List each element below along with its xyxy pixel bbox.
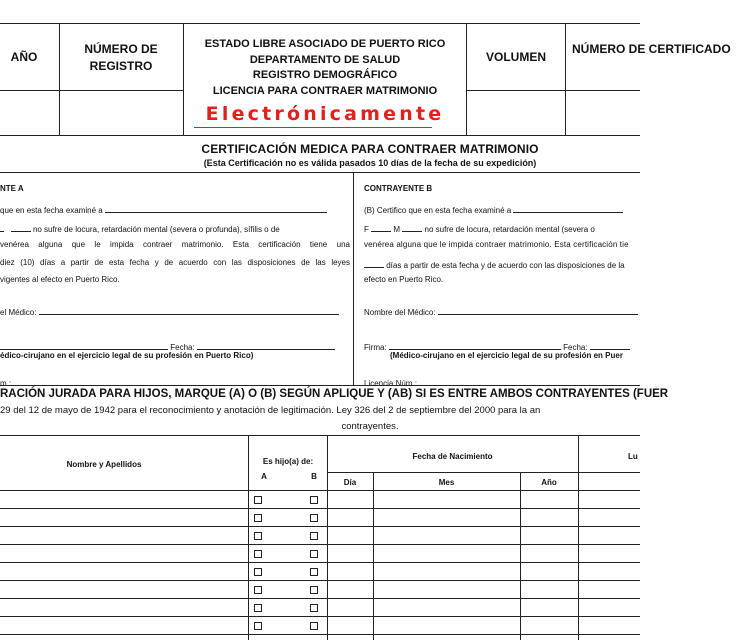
row-3-checkbox-a[interactable] <box>254 532 262 540</box>
m-field-b[interactable] <box>402 222 422 232</box>
table-col-divider-mes <box>520 472 521 640</box>
numero-certificado-text: NÚMERO DE CERTIFICADO <box>572 42 731 56</box>
cert-subtitle: (Esta Certificación no es válida pasados 10 días de la fecha de su expedición) <box>203 158 537 168</box>
table-header-bottom-border <box>0 490 640 491</box>
contrayente-b-medico <box>364 305 638 317</box>
col-header-b: B <box>311 472 317 481</box>
fecha-label-a: Fecha: <box>170 343 195 352</box>
dias-field-b[interactable] <box>364 258 384 268</box>
header-top-border <box>0 23 640 24</box>
contrayente-a-cirujano: édico-cirujano en el ejercicio legal de su profesión en Puerto Rico) <box>0 351 254 360</box>
cert-title-border <box>0 172 640 173</box>
col-header-lugar: Lu <box>628 452 638 461</box>
contrayente-b-line2 <box>364 222 595 234</box>
contrayente-a-line5: vigentes al efecto en Puerto Rico. <box>0 275 120 284</box>
cert-title: CERTIFICACIÓN MEDICA PARA CONTRAER MATRIMONIO <box>201 142 539 156</box>
table-col-divider-hijo <box>327 435 328 640</box>
contrayente-a-licencia <box>0 376 163 388</box>
row-5-checkbox-b[interactable] <box>310 568 318 576</box>
row-7-checkbox-b[interactable] <box>310 604 318 612</box>
fecha-label-b: Fecha: <box>563 343 588 352</box>
fecha-field-b[interactable] <box>590 340 630 350</box>
firma-field-b[interactable] <box>389 340 561 350</box>
licencia-label-b: Licencia Núm.: <box>364 379 417 388</box>
contrayente-a-line4: diez (10) días a partir de esta fecha y de acuerdo con las disposiciones de las leyes <box>0 258 350 267</box>
row-8-checkbox-b[interactable] <box>310 622 318 630</box>
col-header-es-hijo: Es hijo(a) de: <box>262 457 314 466</box>
electronic-label: Electrónicamente <box>205 103 445 125</box>
row-7-checkbox-a[interactable] <box>254 604 262 612</box>
header-mid-border-left <box>0 90 183 91</box>
header-title-line: REGISTRO DEMOGRÁFICO <box>252 69 398 81</box>
declaracion-line2: contrayentes. <box>341 421 399 432</box>
licencia-label-a: m.: <box>0 379 12 388</box>
row-4-checkbox-a[interactable] <box>254 550 262 558</box>
table-col-divider-dia <box>373 472 374 640</box>
col-header-a: A <box>261 472 267 481</box>
contrayente-a-line3: venérea alguna que le impida contraer matrimonio. Esta certificación tiene una <box>0 240 350 249</box>
medico-label-a: el Médico: <box>0 308 37 317</box>
contrayente-a-medico <box>0 305 339 317</box>
header-title-line: LICENCIA PARA CONTRAER MATRIMONIO <box>212 84 438 97</box>
header-mid-border-right <box>466 90 640 91</box>
col-header-nombre: Nombre y Apellidos <box>66 460 142 469</box>
row-4-checkbox-b[interactable] <box>310 550 318 558</box>
medico-name-field-b[interactable] <box>438 305 638 315</box>
ano-label: AÑO <box>10 50 38 64</box>
row-2-checkbox-a[interactable] <box>254 514 262 522</box>
row-6-checkbox-a[interactable] <box>254 586 262 594</box>
firma-label-b: Firma: <box>364 343 387 352</box>
col-header-mes: Mes <box>438 478 455 487</box>
medico-name-field-a[interactable] <box>39 305 339 315</box>
firma-field-a[interactable] <box>0 340 168 350</box>
header-title-block <box>184 37 466 99</box>
contrayente-b-cirujano: (Médico-cirujano en el ejercicio legal de su profesión en Puer <box>390 351 623 360</box>
table-row-border <box>0 544 640 545</box>
col-header-dia: Día <box>343 478 357 487</box>
contrayente-a-line1-text: que en esta fecha examiné a <box>0 206 103 215</box>
header-bottom-border <box>0 135 640 136</box>
header-col-divider-4 <box>565 23 566 135</box>
header-title-line: ESTADO LIBRE ASOCIADO DE PUERTO RICO <box>204 38 446 50</box>
examined-name-field-a[interactable] <box>105 203 327 213</box>
row-2-checkbox-b[interactable] <box>310 514 318 522</box>
electronic-underline <box>194 127 432 128</box>
table-row-border <box>0 580 640 581</box>
contrayente-b-line5: efecto en Puerto Rico. <box>364 275 444 284</box>
row-1-checkbox-b[interactable] <box>310 496 318 504</box>
col-header-ano: Año <box>541 478 557 487</box>
contrayente-a-line2 <box>0 222 280 234</box>
fecha-field-a[interactable] <box>197 340 335 350</box>
row-8-checkbox-a[interactable] <box>254 622 262 630</box>
contrayente-b-line3: venérea alguna que le impida contraer matrimonio. Esta certificación tie <box>364 240 629 249</box>
table-row-border <box>0 616 640 617</box>
f-label-b: F <box>364 225 369 234</box>
table-top-border <box>0 435 640 436</box>
header-col-divider-1 <box>59 23 60 135</box>
table-row-border <box>0 598 640 599</box>
contrayente-b-licencia <box>364 376 565 388</box>
declaracion-line1: 29 del 12 de mayo de 1942 para el reconocimiento y anotación de legitimación. Ley 326 del 2 de septiembre del 2000 para la an <box>0 405 541 416</box>
header-title-line: DEPARTAMENTO DE SALUD <box>249 53 401 66</box>
m-label-a <box>6 225 8 234</box>
contrayente-b-line4 <box>364 258 625 270</box>
row-3-checkbox-b[interactable] <box>310 532 318 540</box>
contrayente-b-heading: CONTRAYENTE B <box>364 184 433 193</box>
volumen-label: VOLUMEN <box>486 50 546 64</box>
contrayente-b-line2-text: no sufre de locura, retardación mental (severa o <box>424 225 595 234</box>
contrayente-b-line1 <box>364 203 623 215</box>
m-field-a[interactable] <box>0 222 4 232</box>
numero-registro-label: NÚMERO DE REGISTRO <box>84 42 158 73</box>
row-1-checkbox-a[interactable] <box>254 496 262 504</box>
table-row-border <box>0 508 640 509</box>
medico-label-b: Nombre del Médico: <box>364 308 436 317</box>
header-col-divider-3 <box>466 23 467 135</box>
col-header-fecha-nac: Fecha de Nacimiento <box>412 452 493 461</box>
m-label-b: M <box>393 225 401 234</box>
contrayente-b-line1-text: (B) Certifico que en esta fecha examiné a <box>364 206 512 215</box>
table-row-border <box>0 562 640 563</box>
table-col-divider-nombre <box>248 435 249 640</box>
sex-field-a[interactable] <box>11 222 31 232</box>
contrayente-a-heading: NTE A <box>0 184 24 193</box>
f-field-b[interactable] <box>371 222 391 232</box>
examined-name-field-b[interactable] <box>513 203 623 213</box>
numero-certificado-label <box>572 41 731 58</box>
table-row-border <box>0 634 640 635</box>
contrayentes-divider <box>353 172 354 385</box>
row-5-checkbox-a[interactable] <box>254 568 262 576</box>
contrayente-b-line4-text: días a partir de esta fecha y de acuerdo con las disposiciones de la <box>386 261 625 270</box>
contrayente-a-line2-text: no sufre de locura, retardación mental (severa o profunda), sífilis o de <box>32 225 280 234</box>
row-6-checkbox-b[interactable] <box>310 586 318 594</box>
table-row-border <box>0 526 640 527</box>
declaracion-title: RACIÓN JURADA PARA HIJOS, MARQUE (A) O (B) SEGÚN APLIQUE Y (AB) SI ES ENTRE AMBOS CONTRAYENTES (FUER <box>0 388 669 400</box>
contrayente-a-line1 <box>0 203 327 215</box>
contrayentes-bottom-border <box>0 385 640 386</box>
table-col-divider-fecha <box>578 435 579 640</box>
